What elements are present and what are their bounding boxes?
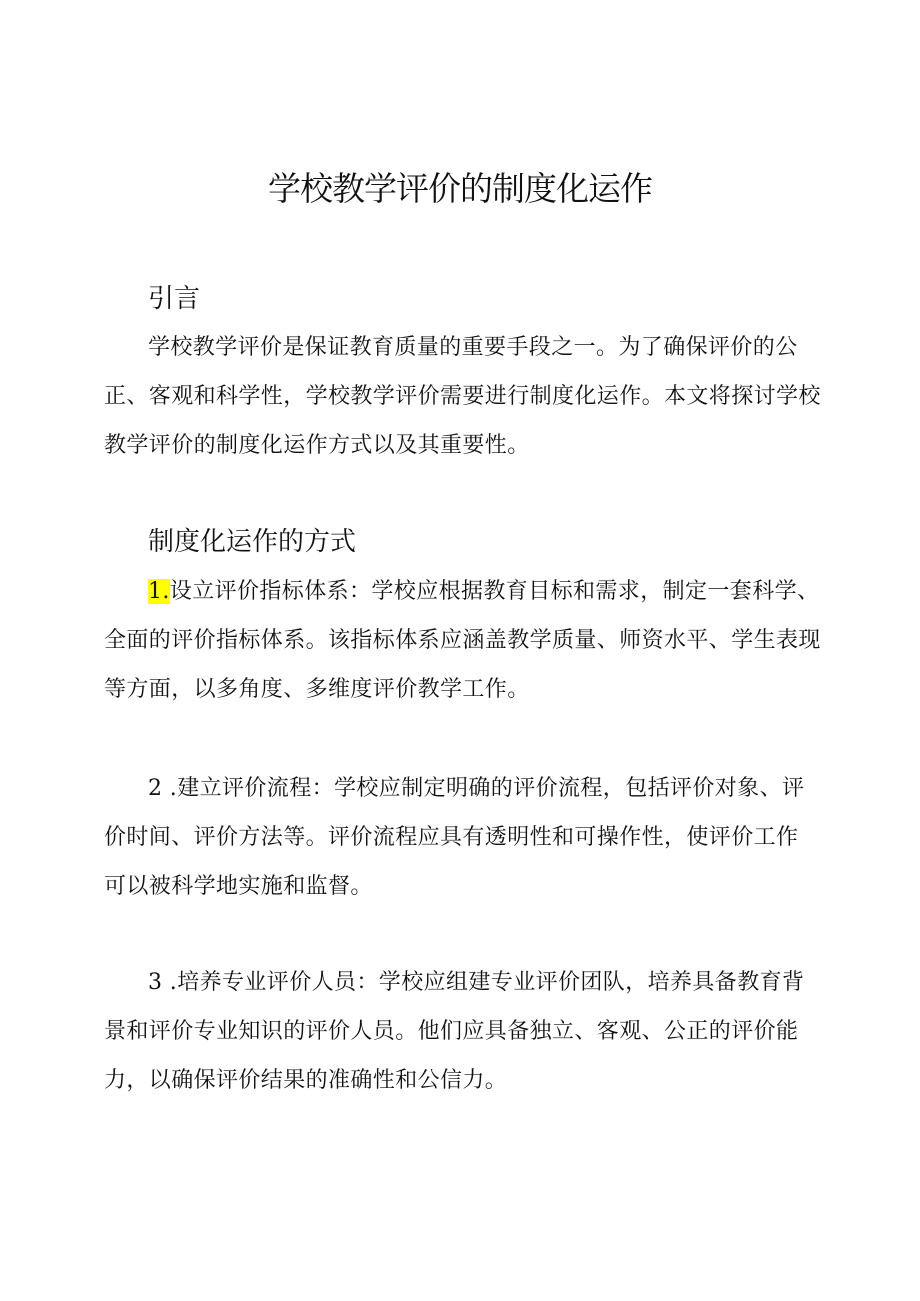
item-text: 设立评价指标体系：学校应根据教育目标和需求，制定一套科学、全面的评价指标体系。该指标体系应涵盖教学质量、师资水平、学生表现等方面，以多角度、多维度评价教学工作。 (104, 579, 821, 702)
item-text: 建立评价流程：学校应制定明确的评价流程，包括评价对象、评价时间、评价方法等。评价流程应具有透明性和可操作性，使评价工作可以被科学地实施和监督。 (104, 776, 805, 899)
section-heading-methods: 制度化运作的方式 (148, 527, 357, 557)
section-heading-intro: 引言 (148, 284, 201, 314)
page-title: 学校教学评价的制度化运作 (268, 169, 652, 208)
item-number: 2 . (148, 776, 178, 801)
method-item-2 (104, 764, 808, 911)
item-text: 培养专业评价人员：学校应组建专业评价团队，培养具备教育背景和评价专业知识的评价人员。他们应具备独立、客观、公正的评价能力，以确保评价结果的准确性和公信力。 (104, 970, 805, 1093)
item-number: 3 . (148, 970, 178, 995)
item-number-highlighted: 1. (148, 579, 170, 604)
method-item-3 (104, 958, 808, 1105)
intro-paragraph: 学校教学评价是保证教育质量的重要手段之一。为了确保评价的公正、客观和科学性，学校教学评价需要进行制度化运作。本文将探讨学校教学评价的制度化运作方式以及其重要性。 (104, 335, 821, 458)
method-item-1 (104, 567, 824, 714)
